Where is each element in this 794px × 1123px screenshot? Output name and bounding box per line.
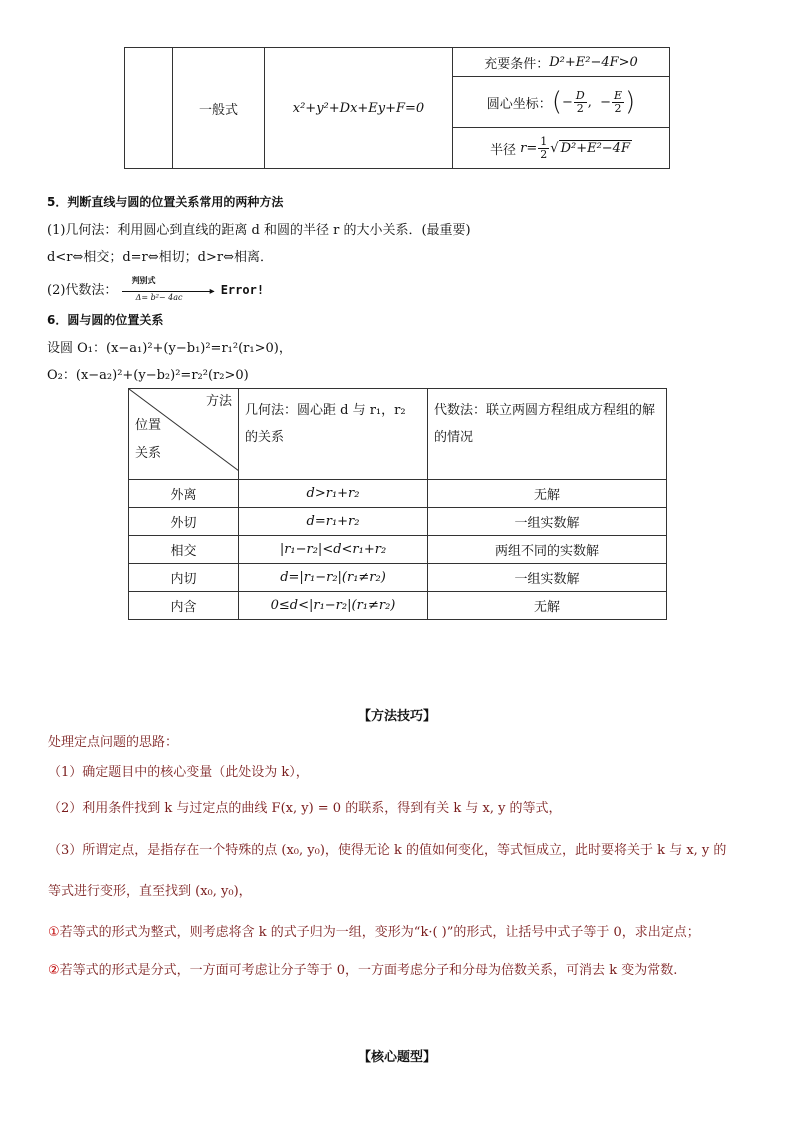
condition-label: 充要条件： [484,56,550,72]
tips-intro: 处理定点问题的思路： [48,735,179,750]
condition-expr: D²+E²−4F>0 [549,54,638,70]
tips-step3a: （3）所谓定点，是指存在一个特殊的点 (x₀, y₀)，使得无论 k 的值如何变化，等式恒成立，此时要将关于 k 与 x, y 的 [48,843,727,858]
radius-symbol: r= [520,140,538,156]
case1-text: 若等式的形式为整式，则考虑将含 k 的式子归为一组，变形为“k·( )”的形式，让括号中式子等于 0，求出定点； [59,925,700,940]
method-tips-heading: 【方法技巧】 [357,709,436,724]
row-geometric: d=|r₁−r₂|(r₁≠r₂) [239,564,428,592]
general-form-equation: x²+y²+Dx+Ey+F=0 [265,48,453,169]
table-row [129,480,667,508]
properties-cell [453,48,670,169]
circle1-equation: 设圆 O₁：(x−a₁)²+(y−b₁)²=r₁²(r₁>0)， [47,341,292,356]
row-name: 内切 [129,564,239,592]
center-label: 圆心坐标： [486,96,552,112]
row-name: 外离 [129,480,239,508]
radius-row: 半径 r= $\frac{1}{2}$ √ D²+E²−4F [490,134,630,161]
header-position: 位置 [135,418,162,433]
circled-two: ② [48,963,60,978]
row-algebraic: 一组实数解 [428,564,667,592]
header-geometric: 几何法：圆心距 d 与 r₁，r₂ 的关系 [239,389,428,480]
circle-relation-table [128,388,667,620]
core-heading: 【核心题型】 [357,1050,436,1065]
tips-step2: （2）利用条件找到 k 与过定点的曲线 F(x, y) = 0 的联系，得到有关 k 与 x, y 的等式， [48,801,562,816]
radius-label: 半径 [490,142,517,158]
discriminant-arrow: 判别式 ▸ Δ= b²− 4ac [122,283,217,299]
algebraic-label: (2)代数法： [47,283,118,298]
circled-one: ① [48,925,60,940]
row-algebraic: 一组实数解 [428,508,667,536]
condition-row [453,48,669,77]
tips-case2 [48,959,677,978]
circle2-equation: O₂：(x−a₂)²+(y−b₂)²=r₂²(r₂>0) [47,368,249,383]
table-row [129,536,667,564]
tips-step1: （1）确定题目中的核心变量（此处设为 k）， [48,765,309,780]
algebraic-method [47,275,265,302]
geometric-method: (1)几何法：利用圆心到直线的距离 d 和圆的半径 r 的大小关系．(最重要) [47,223,471,238]
row-name: 外切 [129,508,239,536]
header-relation: 关系 [135,446,162,461]
table-row [129,508,667,536]
diagonal-header [129,389,239,480]
row-algebraic: 无解 [428,592,667,620]
row-algebraic: 两组不同的实数解 [428,536,667,564]
empty-cell [125,48,173,169]
tips-step3b: 等式进行变形，直至找到 (x₀, y₀)， [48,884,252,899]
general-form-table [124,47,670,169]
row-geometric: 0≤d<|r₁−r₂|(r₁≠r₂) [239,592,428,620]
row-algebraic: 无解 [428,480,667,508]
table-row [129,592,667,620]
row-geometric: d=r₁+r₂ [239,508,428,536]
section5-title: 5．判断直线与圆的位置关系常用的两种方法 [47,195,284,209]
row-geometric: |r₁−r₂|<d<r₁+r₂ [239,536,428,564]
radius-fraction: $\frac{1}{2}$ [540,134,548,161]
header-algebraic: 代数法：联立两圆方程组成方程组的解的情况 [428,389,667,480]
row-geometric: d>r₁+r₂ [239,480,428,508]
section6-title: 6．圆与圆的位置关系 [47,313,164,327]
algebraic-error: Error! [220,283,265,297]
table-row [129,564,667,592]
row-name: 内含 [129,592,239,620]
case2-text: 若等式的形式是分式，一方面可考虑让分子等于 0，一方面考虑分子和分母为倍数关系，可消去 k 变为常数. [59,963,678,978]
header-method: 方法 [205,394,232,409]
radius-sqrt: D²+E²−4F [560,141,630,156]
center-row: 圆心坐标： ( − $\frac{D}{2}$ , − $\frac{E}{2}$ ) [453,77,669,128]
tips-case1 [48,921,700,940]
center-y-fraction: $\frac{E}{2}$ [614,88,623,115]
general-form-label: 一般式 [173,48,265,169]
geometric-cases: d<r⇔相交；d=r⇔相切；d>r⇔相离． [47,250,273,265]
row-name: 相交 [129,536,239,564]
center-x-fraction: $\frac{D}{2}$ [575,88,585,115]
